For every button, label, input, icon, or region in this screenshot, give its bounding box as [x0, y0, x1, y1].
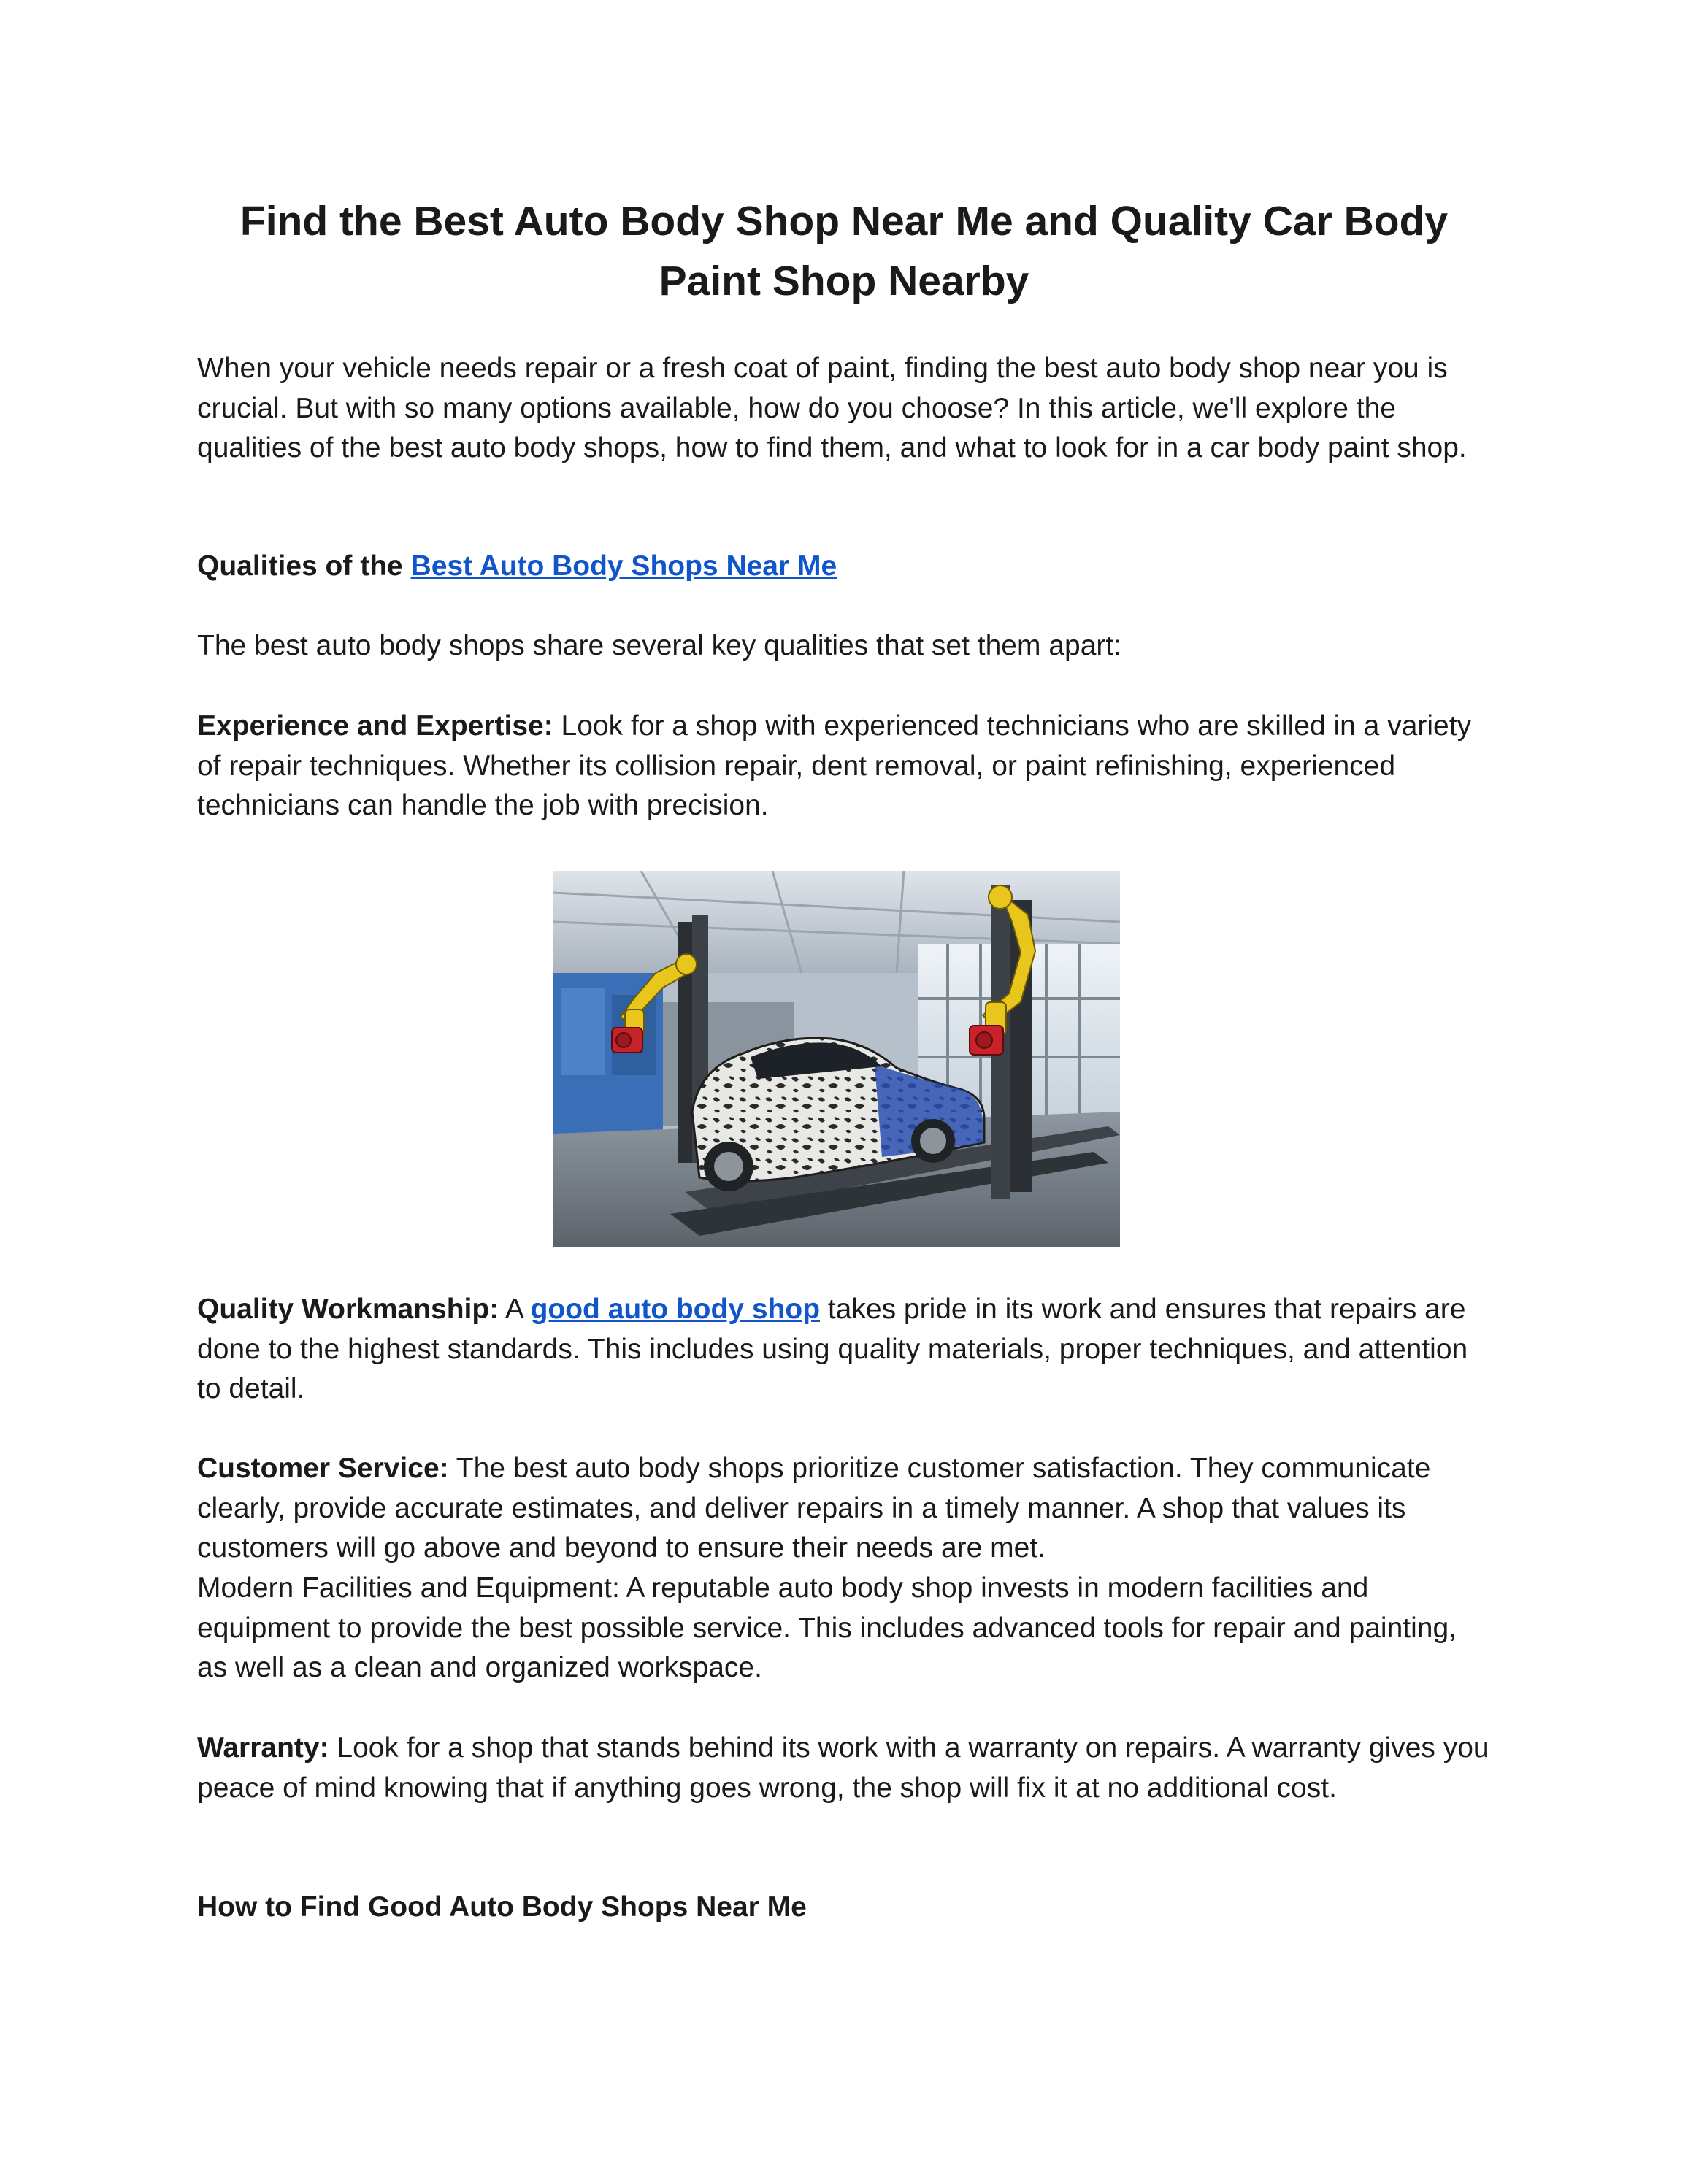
customer-service-paragraph	[197, 1449, 1491, 1569]
warranty-text: Look for a shop that stands behind its work with a warranty on repairs. A warranty gives you peace of mind knowing that if anything goes wrong, the shop will fix it at no additional cost.	[197, 1732, 1489, 1804]
robotic-paint-shop-image	[553, 871, 1120, 1247]
warranty-label: Warranty:	[197, 1732, 329, 1764]
experience-label: Experience and Expertise:	[197, 710, 553, 742]
good-auto-body-shop-link[interactable]: good auto body shop	[530, 1293, 821, 1325]
workmanship-before: A	[499, 1293, 531, 1325]
facilities-paragraph: Modern Facilities and Equipment: A reputable auto body shop invests in modern facilities and equipment to provide the best possible service. This includes advanced tools for repair and painting, as well as a clean and organized workspace.	[197, 1572, 1457, 1683]
customer-service-text: The best auto body shops prioritize customer satisfaction. They communicate clearly, provide accurate estimates, and deliver repairs in a timely manner. A shop that values its customers will go above and beyond to ensure their needs are met.	[197, 1453, 1431, 1564]
qualities-intro-paragraph: The best auto body shops share several key qualities that set them apart:	[197, 630, 1122, 661]
intro-paragraph: When your vehicle needs repair or a fresh coat of paint, finding the best auto body shop near you is crucial. But with so many options available, how do you choose? In this article, we'll explore the qualities of the best auto body shops, how to find them, and what to look for in a car body paint shop.	[197, 353, 1467, 464]
experience-paragraph	[197, 707, 1491, 826]
workmanship-paragraph	[197, 1290, 1491, 1410]
best-auto-body-shops-link[interactable]: Best Auto Body Shops Near Me	[410, 550, 837, 582]
customer-service-label: Customer Service:	[197, 1453, 449, 1484]
experience-text: Look for a shop with experienced technicians who are skilled in a variety of repair techniques. Whether its collision repair, dent removal, or paint refinishing, experienced technicians can handle the job with precision.	[197, 710, 1472, 821]
workmanship-after: takes pride in its work and ensures that repairs are done to the highest standards. This includes using quality materials, proper techniques, and attention to detail.	[197, 1293, 1468, 1404]
warranty-paragraph	[197, 1729, 1491, 1808]
page-title: Find the Best Auto Body Shop Near Me and Quality Car Body Paint Shop Nearby	[239, 198, 1449, 304]
how-to-find-heading: How to Find Good Auto Body Shops Near Me	[197, 1891, 807, 1923]
qualities-heading-prefix: Qualities of the	[197, 550, 411, 582]
qualities-heading	[197, 547, 837, 587]
workmanship-label: Quality Workmanship:	[197, 1293, 499, 1325]
